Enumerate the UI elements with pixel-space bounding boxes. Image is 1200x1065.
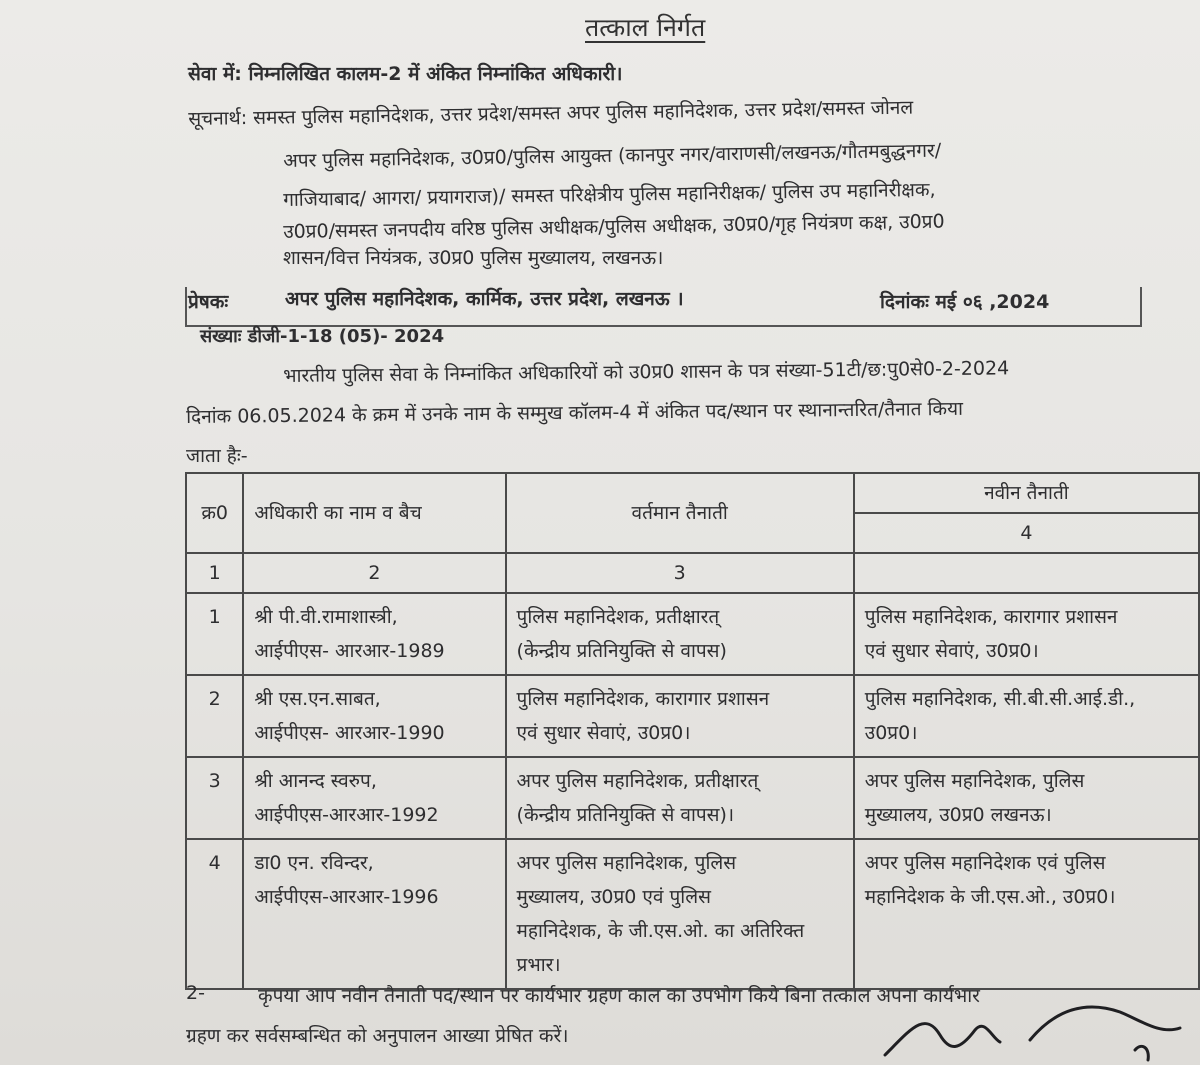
table-colnum-row xyxy=(186,553,1199,593)
current-posting: पुलिस महानिदेशक, प्रतीक्षारत् (केन्द्रीय प्रतिनियुक्ति से वापस) xyxy=(506,593,854,675)
table-row xyxy=(186,757,1199,839)
row-number: 1 xyxy=(186,593,243,675)
table-row xyxy=(186,675,1199,757)
info-line-1: सूचनार्थ: समस्त पुलिस महानिदेशक, उत्तर प्रदेश/समस्त अपर पुलिस महानिदेशक, उत्तर प्रदेश/समस्त जोनल xyxy=(188,96,914,130)
new-posting: अपर पुलिस महानिदेशक, पुलिस मुख्यालय, उ0प्र0 लखनऊ। xyxy=(854,757,1199,839)
sender-value: अपर पुलिस महानिदेशक, कार्मिक, उत्तर प्रदेश, लखनऊ । xyxy=(285,288,684,310)
column-number-1: 1 xyxy=(186,553,243,593)
para2-line-1: कृपया आप नवीन तैनाती पद/स्थान पर कार्यभार ग्रहण काल का उपभोग किये बिना तत्काल अपना कार्यभार xyxy=(258,985,980,1007)
signature-scribble xyxy=(880,990,1200,1065)
row-number: 3 xyxy=(186,757,243,839)
info-line-2: अपर पुलिस महानिदेशक, उ0प्र0/पुलिस आयुक्त (कानपुर नगर/वाराणसी/लखनऊ/गौतमबुद्धनगर/ xyxy=(283,139,942,172)
transfer-table xyxy=(185,472,1200,990)
current-posting: पुलिस महानिदेशक, कारागार प्रशासन एवं सुधार सेवाएं, उ0प्र0। xyxy=(506,675,854,757)
row-number: 2 xyxy=(186,675,243,757)
para1-line-3: जाता हैः- xyxy=(186,445,248,467)
table-row xyxy=(186,593,1199,675)
column-number-3: 3 xyxy=(506,553,854,593)
new-posting: पुलिस महानिदेशक, सी.बी.सी.आई.डी., उ0प्र0। xyxy=(854,675,1199,757)
header-new: नवीन तैनाती xyxy=(854,473,1199,513)
new-posting: पुलिस महानिदेशक, कारागार प्रशासन एवं सुधार सेवाएं, उ0प्र0। xyxy=(854,593,1199,675)
table-header-row xyxy=(186,473,1199,513)
column-number-blank xyxy=(854,553,1199,593)
para1-line-2: दिनांक 06.05.2024 के क्रम में उनके नाम के सम्मुख कॉलम-4 में अंकित पद/स्थान पर स्थानान्तरित/तैनात किया xyxy=(186,397,964,428)
para2-number: 2- xyxy=(186,982,205,1004)
date-text: दिनांकः मई ०६ ,2024 xyxy=(880,291,1050,313)
current-posting: अपर पुलिस महानिदेशक, पुलिस मुख्यालय, उ0प्र0 एवं पुलिस महानिदेशक, के जी.एस.ओ. का अतिरिक्त प्रभार। xyxy=(506,839,854,989)
row-number: 4 xyxy=(186,839,243,989)
info-line-4: उ0प्र0/समस्त जनपदीय वरिष्ठ पुलिस अधीक्षक/पुलिस अधीक्षक, उ0प्र0/गृह नियंत्रण कक्ष, उ0प्र0 xyxy=(283,210,945,243)
header-no: क्र0 xyxy=(186,473,243,553)
officer-name: डा0 एन. रविन्दर, आईपीएस-आरआर-1996 xyxy=(243,839,505,989)
info-line-3: गाजियाबाद/ आगरा/ प्रयागराज)/ समस्त परिक्षेत्रीय पुलिस महानिरीक्षक/ पुलिस उप महानिरीक्षक, xyxy=(283,178,936,211)
current-posting: अपर पुलिस महानिदेशक, प्रतीक्षारत् (केन्द्रीय प्रतिनियुक्ति से वापस)। xyxy=(506,757,854,839)
column-number-4: 4 xyxy=(854,513,1199,553)
table-row xyxy=(186,839,1199,989)
column-number-2: 2 xyxy=(243,553,505,593)
addressee-line: सेवा में: निम्नलिखित कालम-2 में अंकित निम्नांकित अधिकारी। xyxy=(188,63,623,85)
para2-line-2: ग्रहण कर सर्वसम्बन्धित को अनुपालन आख्या प्रेषित करें। xyxy=(186,1025,569,1047)
reference-number: संख्याः डीजी-1-18 (05)- 2024 xyxy=(200,326,445,347)
header-current: वर्तमान तैनाती xyxy=(506,473,854,553)
para1-line-1: भारतीय पुलिस सेवा के निम्नांकित अधिकारियों को उ0प्र0 शासन के पत्र संख्या-51टी/छ:पु0से0-2-2024 xyxy=(283,357,1010,387)
sender-label: प्रेषकः xyxy=(188,291,229,313)
officer-name: श्री आनन्द स्वरुप, आईपीएस-आरआर-1992 xyxy=(243,757,505,839)
info-line-5: शासन/वित्त नियंत्रक, उ0प्र0 पुलिस मुख्यालय, लखनऊ। xyxy=(283,247,664,269)
officer-name: श्री पी.वी.रामाशास्त्री, आईपीएस- आरआर-1989 xyxy=(243,593,505,675)
header-name: अधिकारी का नाम व बैच xyxy=(243,473,505,553)
new-posting: अपर पुलिस महानिदेशक एवं पुलिस महानिदेशक के जी.एस.ओ., उ0प्र0। xyxy=(854,839,1199,989)
document-title: तत्काल निर्गत xyxy=(585,13,706,42)
officer-name: श्री एस.एन.साबत, आईपीएस- आरआर-1990 xyxy=(243,675,505,757)
